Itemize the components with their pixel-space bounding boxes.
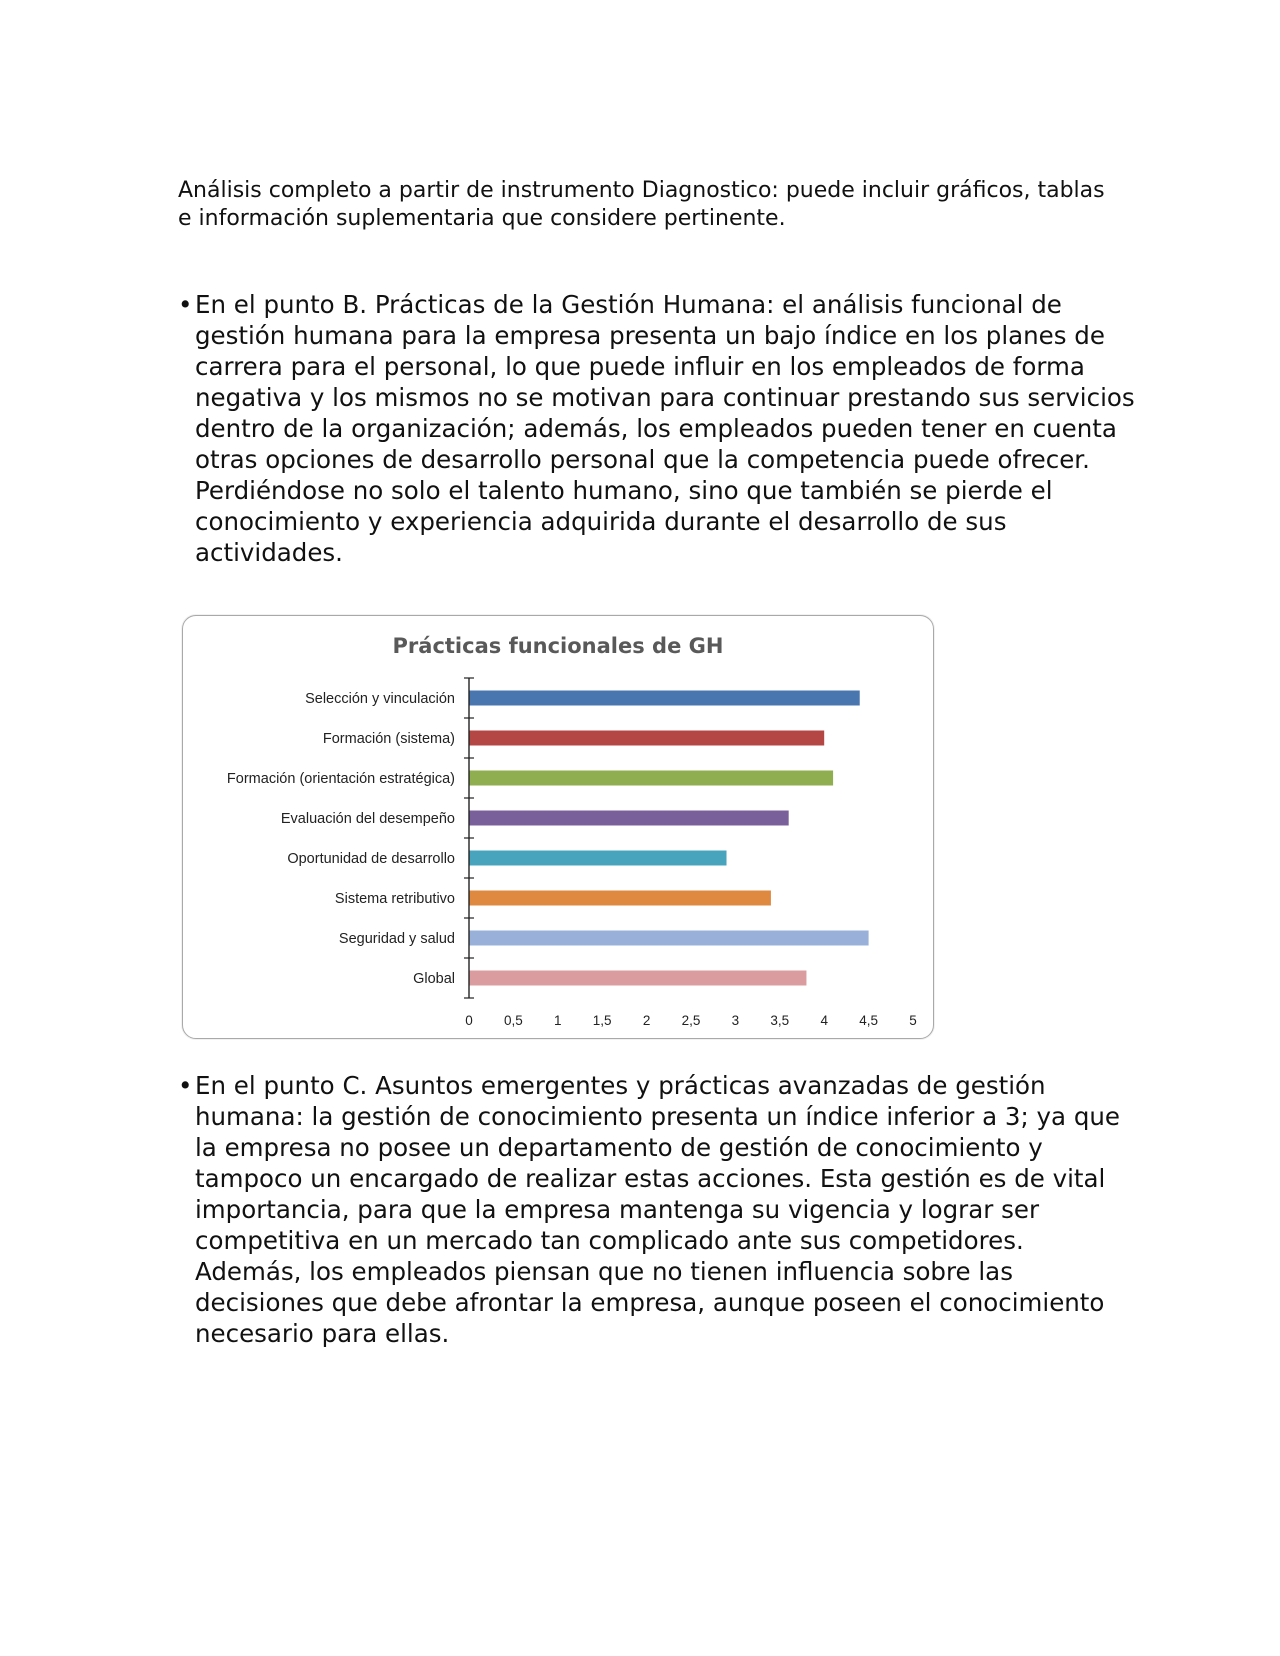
x-tick-label: 3,5 xyxy=(770,1013,790,1028)
x-tick-label: 0 xyxy=(465,1013,473,1028)
category-label: Sistema retributivo xyxy=(334,891,455,907)
x-tick-label: 0,5 xyxy=(504,1013,523,1028)
category-label: Formación (orientación estratégica) xyxy=(226,771,455,787)
bullet-paragraph-c xyxy=(178,1070,1137,1349)
category-label: Formación (sistema) xyxy=(322,731,455,747)
bullet-dot: • xyxy=(178,1071,193,1100)
x-tick-label: 1 xyxy=(554,1013,562,1028)
category-label: Global xyxy=(413,971,455,987)
bar-2 xyxy=(469,731,824,746)
category-label: Selección y vinculación xyxy=(305,691,455,707)
bar-3 xyxy=(469,771,833,786)
bar-1 xyxy=(469,691,860,706)
chart-svg xyxy=(183,616,935,1040)
category-label: Evaluación del desempeño xyxy=(280,811,455,827)
bar-7 xyxy=(469,931,869,946)
chart-category-labels xyxy=(227,691,455,987)
chart-tick-labels xyxy=(465,1013,917,1028)
bullet-c-text: En el punto C. Asuntos emergentes y prácticas avanzadas de gestión humana: la gestión de conocimiento presenta un índice inferior a 3; ya que la empresa no posee un departamento de gestión de conocimiento y tampoco un encargado de realizar estas acciones. Esta gestión es de vital importancia, para que la empresa mantenga su vigencia y lograr ser competitiva en un mercado tan complicado ante sus competidores. Además, los empleados piensan que no tienen influencia sobre las decisiones que debe afrontar la empresa, aunque poseen el conocimiento necesario para ellas. xyxy=(195,1071,1121,1348)
bar-8 xyxy=(469,971,806,986)
x-tick-label: 2 xyxy=(642,1013,651,1028)
bar-chart xyxy=(182,615,934,1039)
bullet-b-text: En el punto B. Prácticas de la Gestión Humana: el análisis funcional de gestión humana para la empresa presenta un bajo índice en los planes de carrera para el personal, lo que puede influir en los empleados de forma negativa y los mismos no se motivan para continuar prestando sus servicios dentro de la organización; además, los empleados pueden tener en cuenta otras opciones de desarrollo personal que la competencia puede ofrecer. Perdiéndose no solo el talento humano, sino que también se pierde el conocimiento y experiencia adquirida durante el desarrollo de sus actividades. xyxy=(195,290,1135,567)
x-tick-label: 3 xyxy=(731,1013,740,1028)
category-label: Oportunidad de desarrollo xyxy=(287,851,455,867)
x-tick-label: 5 xyxy=(909,1013,917,1028)
chart-axis xyxy=(464,678,474,998)
category-label: Seguridad y salud xyxy=(338,931,455,947)
chart-bars xyxy=(469,691,869,986)
bar-5 xyxy=(469,851,727,866)
chart-title: Prácticas funcionales de GH xyxy=(392,634,724,658)
bar-4 xyxy=(469,811,789,826)
bar-6 xyxy=(469,891,771,906)
intro-text: Análisis completo a partir de instrumento Diagnostico: puede incluir gráficos, tablas e información suplementaria que considere pertinente. xyxy=(178,178,1105,231)
bullet-paragraph-b xyxy=(178,289,1137,568)
x-tick-label: 4,5 xyxy=(859,1013,878,1028)
x-tick-label: 1,5 xyxy=(592,1013,612,1028)
bullet-dot: • xyxy=(178,290,193,319)
x-tick-label: 2,5 xyxy=(681,1013,701,1028)
x-tick-label: 4 xyxy=(820,1013,828,1028)
